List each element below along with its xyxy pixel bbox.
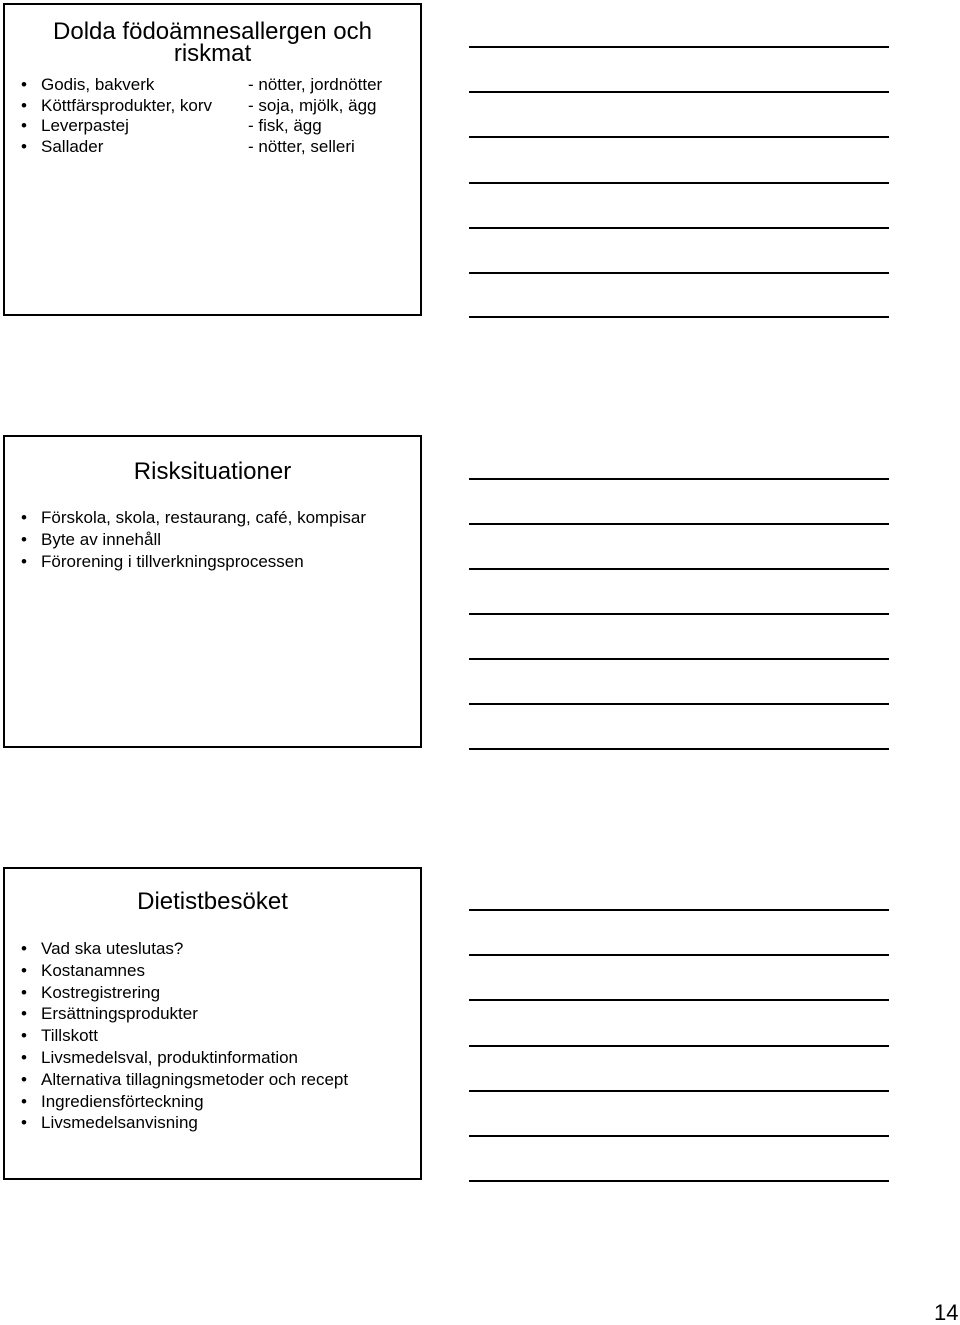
page-number: 14 (934, 1300, 959, 1325)
note-line (469, 316, 889, 318)
item-text: Vad ska uteslutas? (41, 939, 184, 958)
list-item (21, 116, 412, 137)
list-item (21, 1003, 412, 1025)
note-line (469, 227, 889, 229)
note-line (469, 91, 889, 93)
slide-title: Dietistbesöket (137, 888, 288, 915)
bullet-icon: • (21, 982, 27, 1002)
bullet-icon: • (21, 1113, 27, 1133)
note-line (469, 46, 889, 48)
item-label: Leverpastej (41, 116, 129, 135)
item-detail: - fisk, ägg (248, 116, 322, 135)
item-text: Ersättningsprodukter (41, 1004, 198, 1024)
note-line (469, 478, 889, 480)
note-line (469, 658, 889, 660)
note-line (469, 999, 889, 1001)
list-item (21, 529, 412, 551)
item-text: Kostregistrering (41, 982, 161, 1002)
bullet-list (21, 507, 412, 572)
note-line (469, 523, 889, 525)
bullet-icon: • (21, 939, 27, 958)
note-line (469, 182, 889, 184)
item-text: Ingrediensförteckning (41, 1091, 204, 1111)
list-item (21, 938, 412, 960)
item-label: Godis, bakverk (41, 75, 155, 94)
slide-risk-situations (3, 435, 422, 748)
list-item (21, 507, 412, 529)
note-line (469, 1180, 889, 1182)
note-line (469, 954, 889, 956)
list-item (21, 137, 412, 158)
slide-title: Risksituationer (133, 458, 292, 485)
item-text: Förorening i tillverkningsprocessen (41, 551, 304, 571)
item-detail: - nötter, jordnötter (248, 75, 383, 94)
slide-title (5, 18, 420, 67)
bullet-icon: • (21, 529, 27, 549)
bullet-icon: • (21, 551, 27, 571)
bullet-icon: • (21, 116, 27, 135)
bullet-list (21, 75, 412, 157)
slide-hidden-allergens (3, 3, 422, 316)
bullet-icon: • (21, 1069, 27, 1089)
item-detail: - nötter, selleri (248, 136, 355, 156)
item-detail: - soja, mjölk, ägg (248, 95, 377, 115)
list-item (21, 1091, 412, 1113)
note-line (469, 613, 889, 615)
bullet-icon: • (21, 75, 27, 94)
note-line (469, 748, 889, 750)
list-item (21, 75, 412, 96)
bullet-icon: • (21, 136, 27, 156)
note-line (469, 136, 889, 138)
item-text: Livsmedelsval, produktinformation (41, 1047, 299, 1067)
list-item (21, 960, 412, 982)
note-line (469, 1135, 889, 1137)
item-text: Kostanamnes (41, 960, 145, 980)
bullet-icon: • (21, 508, 27, 527)
bullet-icon: • (21, 1004, 27, 1024)
item-text: Tillskott (41, 1026, 98, 1046)
slide-dietitian-visit (3, 867, 422, 1180)
title-line: riskmat (173, 40, 252, 67)
list-item (21, 551, 412, 573)
list-item (21, 982, 412, 1004)
item-text: Alternativa tillagningsmetoder och recept (41, 1069, 349, 1089)
list-item (21, 1047, 412, 1069)
item-label: Köttfärsprodukter, korv (41, 95, 213, 115)
list-item (21, 96, 412, 117)
bullet-icon: • (21, 1047, 27, 1067)
note-line (469, 909, 889, 911)
bullet-icon: • (21, 1026, 27, 1046)
list-item (21, 1069, 412, 1091)
item-text: Förskola, skola, restaurang, café, kompisar (41, 508, 367, 527)
note-line (469, 568, 889, 570)
note-line (469, 1090, 889, 1092)
bullet-icon: • (21, 960, 27, 980)
list-item (21, 1112, 412, 1134)
bullet-icon: • (21, 1091, 27, 1111)
item-label: Sallader (41, 136, 104, 156)
item-text: Byte av innehåll (41, 529, 162, 549)
bullet-icon: • (21, 95, 27, 115)
bullet-list (21, 938, 412, 1134)
note-line (469, 272, 889, 274)
title-line: Dolda födoämnesallergen och (53, 18, 372, 45)
note-line (469, 1045, 889, 1047)
item-text: Livsmedelsanvisning (41, 1113, 198, 1133)
note-line (469, 703, 889, 705)
list-item (21, 1025, 412, 1047)
